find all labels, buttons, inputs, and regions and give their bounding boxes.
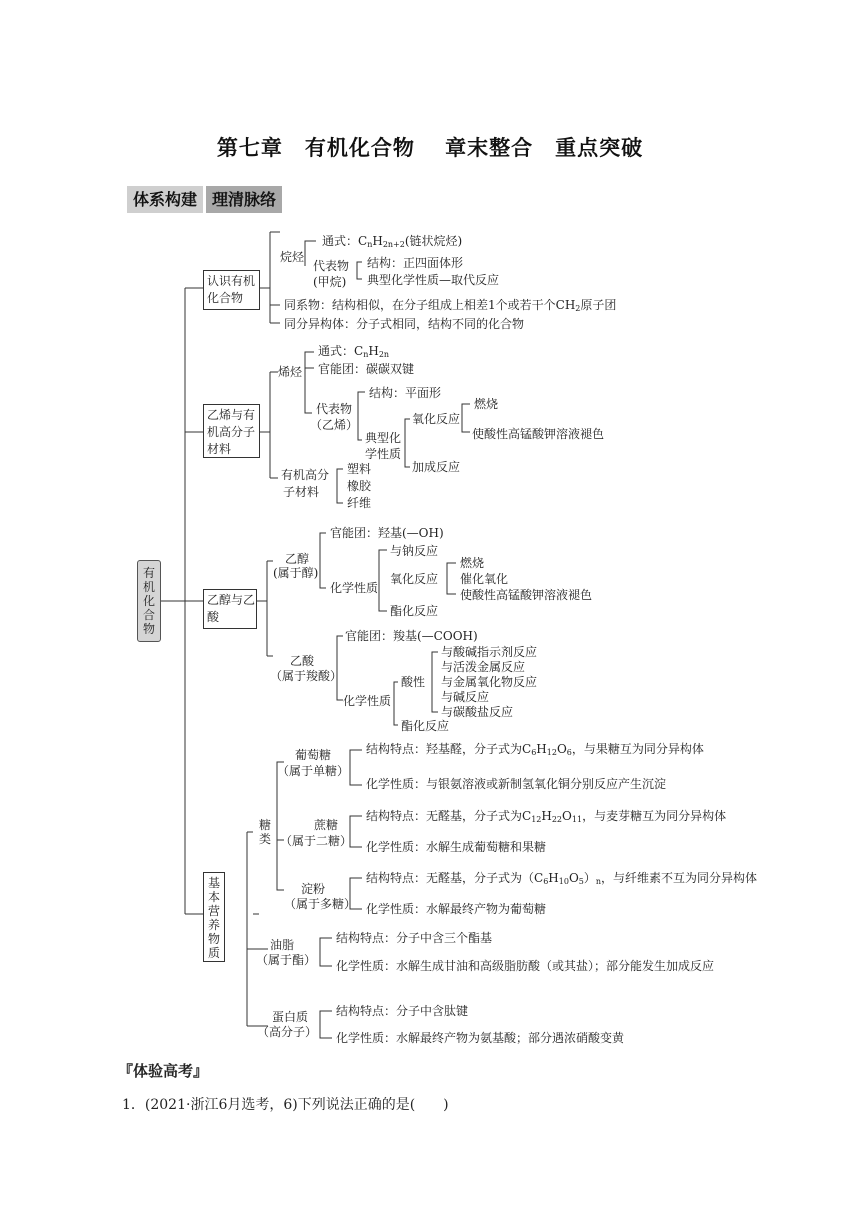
sucrose-structure: 结构特点：无醛基，分子式为$C_{12}H_{22}O_{11}$，与麦芽糖互为同分异构体 <box>366 809 727 824</box>
ethanol-burn: 燃烧 <box>460 556 485 570</box>
acid-group: 官能团：羧基(—COOH) <box>345 629 478 643</box>
glucose-label: 葡萄糖 <box>295 748 332 762</box>
sucrose-label: 蔗糖 <box>314 818 339 832</box>
ethylene-burn: 燃烧 <box>474 397 499 411</box>
acid-ester: 酯化反应 <box>401 719 450 733</box>
node-ethylene <box>203 404 260 458</box>
acid-a5: 与碳酸盐反应 <box>441 705 514 719</box>
ethanol-chem: 化学性质 <box>330 581 379 595</box>
isomer: 同分异构体：分子式相同，结构不同的化合物 <box>284 317 525 331</box>
node-ethanol-acid <box>203 589 257 629</box>
ethanol-label2: (属于醇) <box>273 566 319 580</box>
acid-a2: 与活泼金属反应 <box>441 660 526 674</box>
acid-acidity: 酸性 <box>401 675 426 689</box>
ethylene-typical2: 学性质 <box>365 447 402 461</box>
alkane-rep: 代表物 <box>313 259 350 273</box>
ethylene-addition: 加成反应 <box>412 460 461 474</box>
acid-chem: 化学性质 <box>343 694 392 708</box>
methane-property: 典型化学性质—取代反应 <box>367 273 500 287</box>
acid-label2: （属于羧酸） <box>270 669 343 683</box>
protein-structure: 结构特点：分子中含肽键 <box>336 1004 469 1018</box>
node-nutrients-label: 基本营养物质 <box>207 876 220 960</box>
fat-structure: 结构特点：分子中含三个酯基 <box>336 931 493 945</box>
acid-a3: 与金属氧化物反应 <box>441 675 538 689</box>
banner-part2: 理清脉络 <box>206 186 282 213</box>
node-ethanol-acid-label: 乙醇与乙酸 <box>207 593 256 624</box>
ethylene-oxidation: 氧化反应 <box>412 412 461 426</box>
protein-label: 蛋白质 <box>272 1010 309 1024</box>
ethylene-rep: 代表物 <box>316 402 353 416</box>
fat-label2: （属于酯） <box>256 953 317 967</box>
sugar-label: 糖类 <box>259 818 272 846</box>
protein-chem: 化学性质：水解最终产物为氨基酸；部分遇浓硝酸变黄 <box>336 1031 625 1045</box>
ethylene-structure: 结构：平面形 <box>369 386 442 400</box>
node-nutrients <box>203 872 225 962</box>
alkene-formula: 通式：$C_nH_{2n}$ <box>318 344 390 359</box>
fiber: 纤维 <box>347 496 372 510</box>
alkane-rep2: (甲烷) <box>313 275 347 289</box>
ethylene-rep2: （乙烯） <box>310 418 359 432</box>
starch-chem: 化学性质：水解最终产物为葡萄糖 <box>366 902 547 916</box>
root-label: 有机化合物 <box>142 566 155 636</box>
ethanol-kmno4: 使酸性高锰酸钾溶液褪色 <box>460 588 593 602</box>
fat-label: 油脂 <box>270 938 295 952</box>
page-title: 第七章 有机化合物 章末整合 重点突破 <box>216 136 644 160</box>
ethylene-typical: 典型化 <box>365 431 402 445</box>
node-know-organics-label: 认识有机化合物 <box>207 274 256 305</box>
glucose-label2: （属于单糖） <box>277 764 350 778</box>
starch-structure: 结构特点：无醛基，分子式为$(C_6H_{10}O_5)_n$，与纤维素不互为同分异构体 <box>366 871 758 886</box>
homolog: 同系物：结构相似，在分子组成上相差1个或若干个$CH_2$原子团 <box>284 298 617 313</box>
methane-structure: 结构：正四面体形 <box>367 256 464 270</box>
question-1: 1．(2021·浙江6月选考，6)下列说法正确的是( ) <box>122 1097 449 1113</box>
ethanol-label: 乙醇 <box>285 552 310 566</box>
root-node <box>137 560 161 642</box>
node-know-organics <box>203 270 260 310</box>
glucose-structure: 结构特点：羟基醛，分子式为$C_6H_{12}O_6$，与果糖互为同分异构体 <box>366 742 704 757</box>
sucrose-chem: 化学性质：水解生成葡萄糖和果糖 <box>366 840 547 854</box>
alkane-formula: 通式：$C_nH_{2n+2}$(链状烷烃) <box>322 234 463 249</box>
ethanol-oxid: 氧化反应 <box>390 572 439 586</box>
ethanol-na: 与钠反应 <box>390 544 439 558</box>
glucose-chem: 化学性质：与银氨溶液或新制氢氧化铜分别反应产生沉淀 <box>366 777 667 791</box>
acid-a1: 与酸碱指示剂反应 <box>441 645 538 659</box>
ethanol-cat: 催化氧化 <box>460 572 509 586</box>
alkene-group: 官能团：碳碳双键 <box>318 362 415 376</box>
protein-label2: （高分子） <box>257 1025 318 1039</box>
section-label: 『体验高考』 <box>118 1062 209 1080</box>
polymer-label2: 子材料 <box>283 485 320 499</box>
alkane-label: 烷烃 <box>280 250 305 264</box>
rubber: 橡胶 <box>347 479 372 493</box>
fat-chem: 化学性质：水解生成甘油和高级脂肪酸（或其盐）；部分能发生加成反应 <box>336 959 715 973</box>
starch-label2: （属于多糖） <box>284 897 357 911</box>
ethylene-kmno4: 使酸性高锰酸钾溶液褪色 <box>472 427 605 441</box>
node-ethylene-label: 乙烯与有机高分子材料 <box>207 408 256 456</box>
plastic: 塑料 <box>347 462 372 476</box>
ethanol-group: 官能团：羟基(—OH) <box>330 526 444 540</box>
polymer-label: 有机高分 <box>281 468 330 482</box>
acid-label: 乙酸 <box>290 654 315 668</box>
starch-label: 淀粉 <box>301 882 326 896</box>
ethanol-ester: 酯化反应 <box>390 604 439 618</box>
acid-a4: 与碱反应 <box>441 690 490 704</box>
alkene-label: 烯烃 <box>278 365 303 379</box>
banner-part1: 体系构建 <box>127 186 203 213</box>
sucrose-label2: （属于二糖） <box>280 834 353 848</box>
